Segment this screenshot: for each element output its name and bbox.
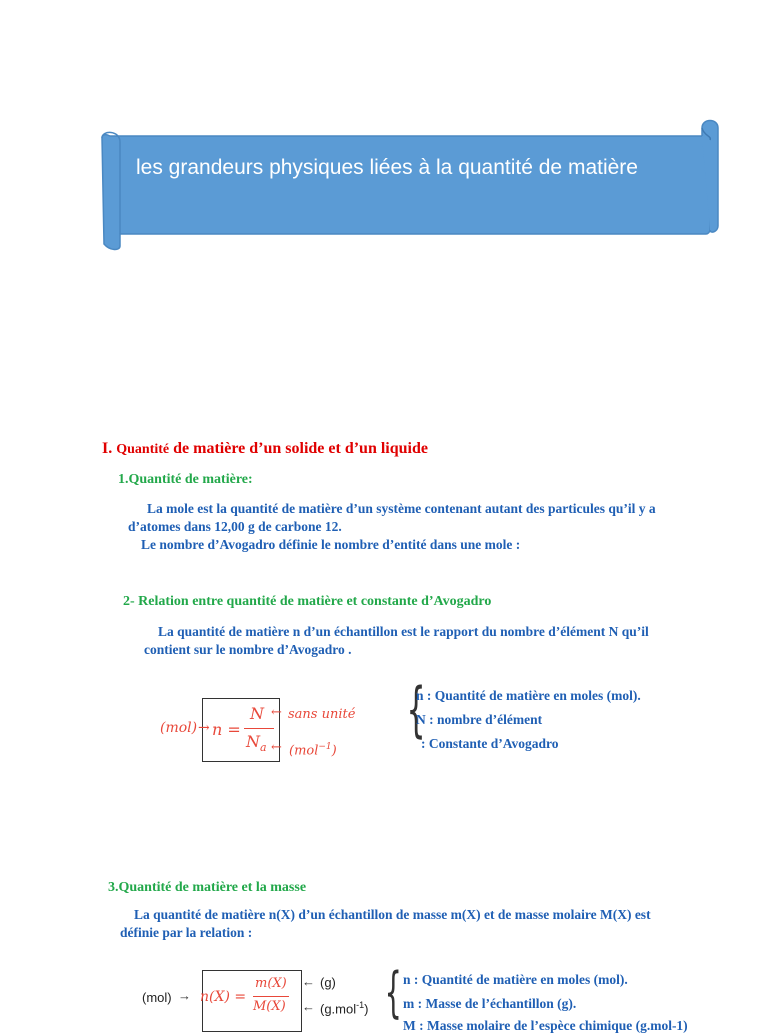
sub2-para-line2: contient sur le nombre d’Avogadro .	[144, 642, 352, 657]
legend2-line3: M : Masse molaire de l’espèce chimique (g.mol-1)	[403, 1018, 688, 1033]
formula1-denominator: $N_a$	[246, 732, 267, 755]
formula2-lhs: n(X) =	[200, 989, 247, 1005]
mass-formula	[140, 966, 380, 1024]
formula2-unit-left: (mol)	[142, 990, 172, 1005]
legend1-line3: : Constante d’Avogadro	[421, 736, 559, 751]
formula2-denominator: M(X)	[253, 999, 286, 1014]
formula1-unit-num: sans unité	[288, 707, 356, 722]
arrow-icon: →	[178, 988, 191, 1003]
sub3-para-line1: La quantité de matière n(X) d’un échantillon de masse m(X) et de masse molaire M(X) est	[134, 907, 651, 922]
brace-icon: {	[384, 961, 402, 1024]
arrow-left-icon: ←	[271, 740, 282, 755]
title-banner	[98, 118, 723, 253]
sub1-para-line1: La mole est la quantité de matière d’un système contenant autant des particules qu’il y a	[147, 501, 656, 516]
section-heading	[102, 440, 428, 458]
sub1-para-line2: d’atomes dans 12,00 g de carbone 12.	[128, 519, 342, 534]
legend2-line1: n : Quantité de matière en moles (mol).	[403, 972, 628, 987]
banner-title: les grandeurs physiques liées à la quantité de matière	[136, 156, 638, 179]
section-title-small: Quantité	[116, 442, 170, 457]
formula1-lhs: n =	[212, 720, 241, 739]
section-numeral: I.	[102, 440, 113, 457]
arrow-left-icon: ←	[271, 705, 282, 720]
avogadro-formula	[158, 696, 358, 766]
arrow-left-icon: ←	[302, 999, 315, 1014]
brace-icon: {	[406, 675, 426, 745]
legend2-line2: m : Masse de l’échantillon (g).	[403, 996, 577, 1011]
section-title-rest: de matière d’un solide et d’un liquide	[173, 440, 428, 457]
subsection-1-title: 1.Quantité de matière:	[118, 472, 253, 487]
legend1-line1: n : Quantité de matière en moles (mol).	[416, 688, 641, 703]
formula1-unit-left: (mol)	[160, 720, 198, 736]
sub3-para-line2: définie par la relation :	[120, 925, 253, 940]
subsection-3-title: 3.Quantité de matière et la masse	[108, 880, 307, 895]
formula1-numerator: N	[250, 704, 264, 723]
fraction-bar	[253, 996, 289, 997]
subsection-2-title: 2- Relation entre quantité de matière et constante d’Avogadro	[123, 594, 492, 609]
arrow-left-icon: ←	[302, 974, 315, 989]
formula2-unit-den: (g.mol$^{-1}$)	[320, 1000, 369, 1017]
legend1-line2: N : nombre d’élément	[416, 712, 543, 727]
sub2-para-line1: La quantité de matière n d’un échantillon est le rapport du nombre d’élément N qu’il	[158, 624, 649, 639]
formula1-unit-den: (mol$^{-1}$)	[289, 742, 337, 759]
sub1-para-line3: Le nombre d’Avogadro définie le nombre d’entité dans une mole :	[141, 537, 521, 552]
arrow-icon: →	[198, 720, 210, 736]
formula2-numerator: m(X)	[255, 976, 287, 991]
formula2-unit-num: (g)	[320, 975, 336, 990]
fraction-bar	[244, 728, 274, 729]
